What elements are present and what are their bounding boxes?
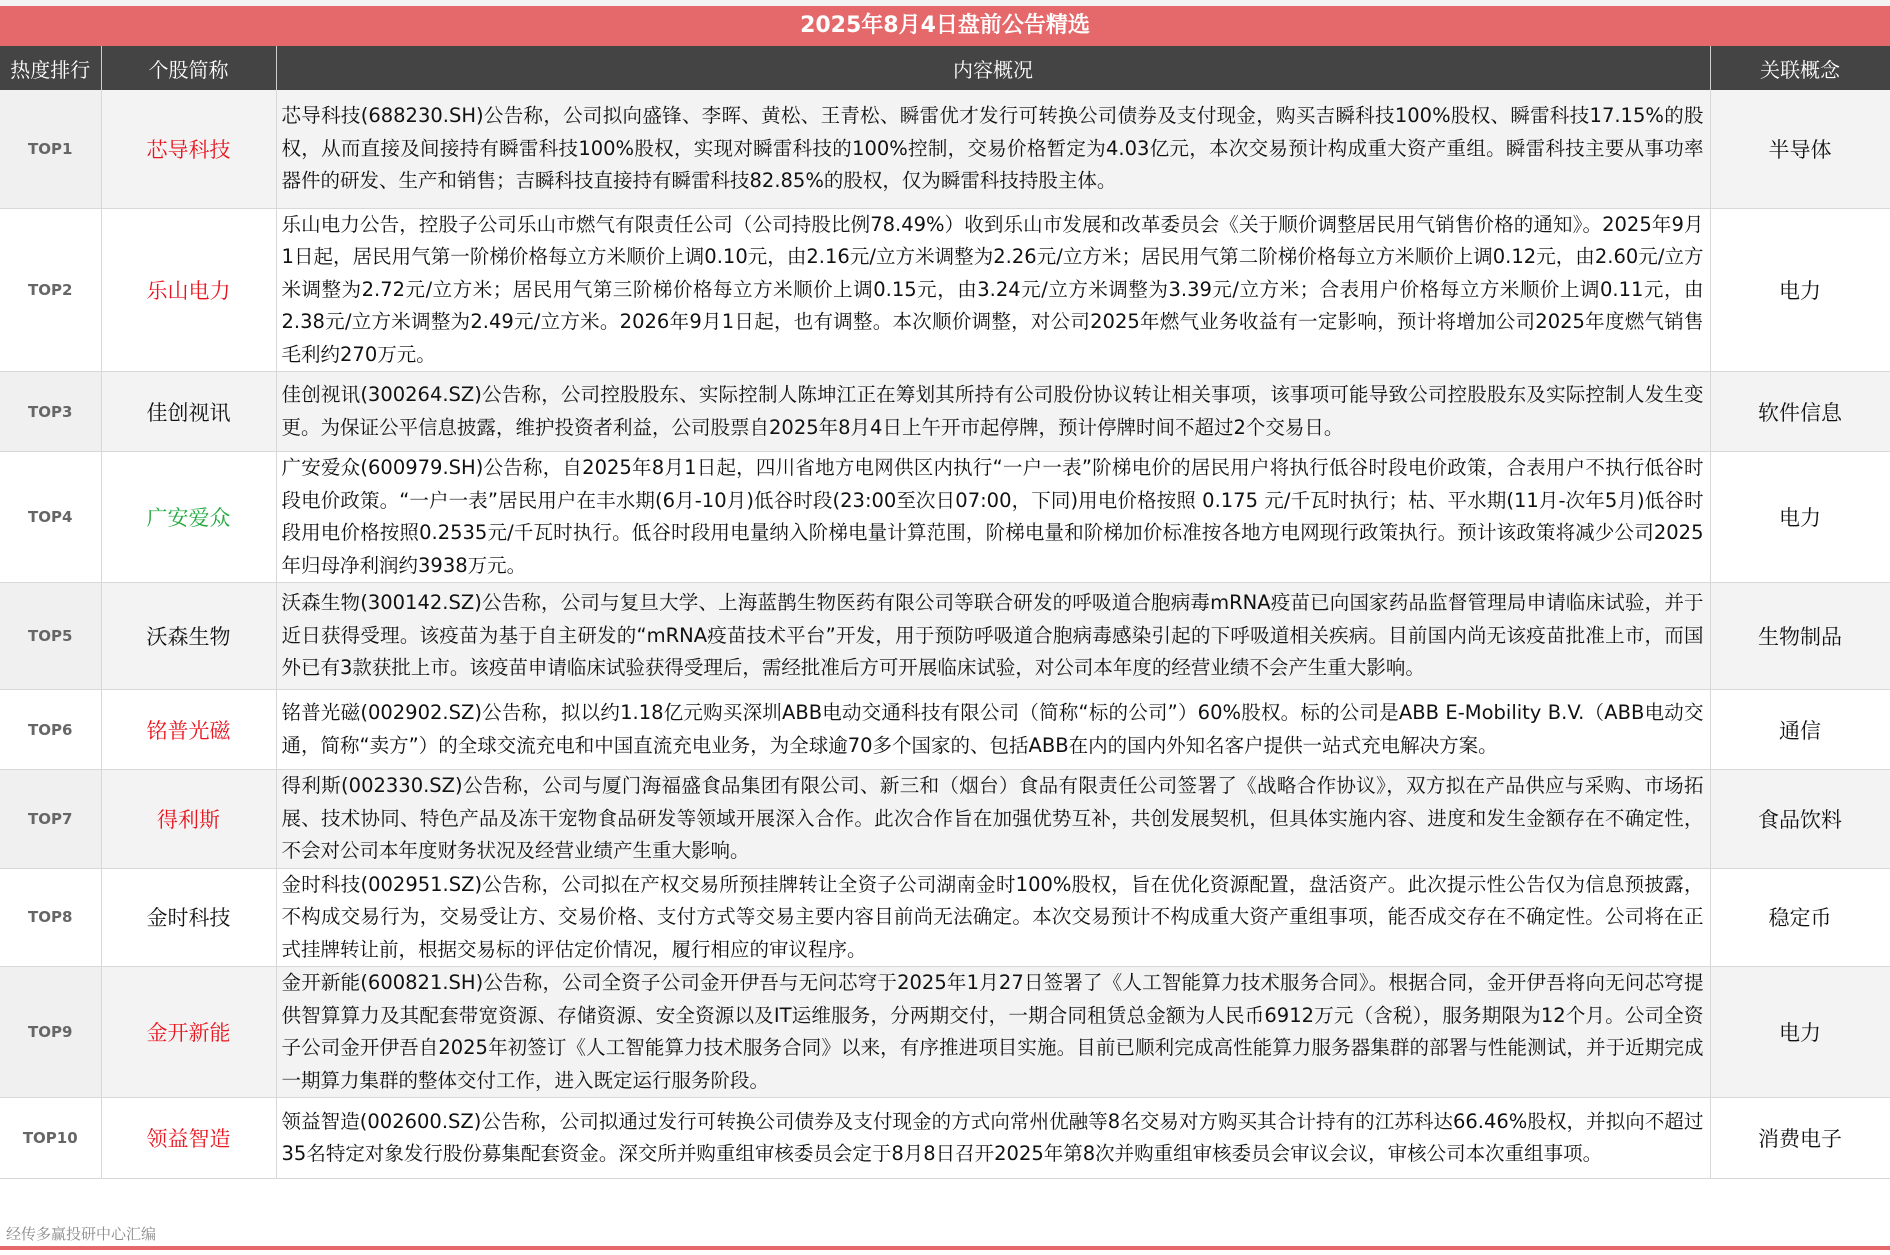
rank-cell: TOP1	[0, 90, 101, 208]
announcement-table	[0, 46, 1890, 1179]
source-footer: 经传多赢投研中心汇编	[6, 1225, 157, 1243]
stock-name-cell: 佳创视讯	[101, 372, 276, 452]
header-concept: 关联概念	[1710, 46, 1890, 90]
table-row	[0, 770, 1890, 869]
rank-cell: TOP6	[0, 690, 101, 770]
rank-cell: TOP7	[0, 770, 101, 869]
table-row	[0, 372, 1890, 452]
rank-cell: TOP3	[0, 372, 101, 452]
table-row	[0, 967, 1890, 1098]
rank-cell: TOP2	[0, 208, 101, 372]
rank-cell: TOP9	[0, 967, 101, 1098]
content-cell: 金开新能(600821.SH)公告称，公司全资子公司金开伊吾与无问芯穹于2025年1月27日签署了《人工智能算力技术服务合同》。根据合同，金开伊吾将向无问芯穹提供智算算力及其配套带宽资源、存储资源、安全资源以及IT运维服务，分两期交付，一期合同租赁总金额为人民币6912万元（含税），服务期限为12个月。公司全资子公司金开伊吾自2025年初签订《人工智能算力技术服务合同》以来，有序推进项目实施。目前已顺利完成高性能算力服务器集群的部署与性能测试，并于近期完成一期算力集群的整体交付工作，进入既定运行服务阶段。	[276, 967, 1710, 1098]
concept-cell: 食品饮料	[1710, 770, 1890, 869]
concept-cell: 消费电子	[1710, 1098, 1890, 1179]
content-cell: 沃森生物(300142.SZ)公告称，公司与复旦大学、上海蓝鹊生物医药有限公司等联合研发的呼吸道合胞病毒mRNA疫苗已向国家药品监督管理局申请临床试验，并于近日获得受理。该疫苗为基于自主研发的“mRNA疫苗技术平台”开发，用于预防呼吸道合胞病毒感染引起的下呼吸道相关疾病。目前国内尚无该疫苗批准上市，而国外已有3款获批上市。该疫苗申请临床试验获得受理后，需经批准后方可开展临床试验，对公司本年度的经营业绩不会产生重大影响。	[276, 583, 1710, 690]
stock-name-cell: 金时科技	[101, 868, 276, 967]
table-body	[0, 90, 1890, 1179]
concept-cell: 电力	[1710, 452, 1890, 583]
content-cell: 金时科技(002951.SZ)公告称，公司拟在产权交易所预挂牌转让全资子公司湖南金时100%股权，旨在优化资源配置，盘活资产。此次提示性公告仅为信息预披露，不构成交易行为，交易受让方、交易价格、支付方式等交易主要内容目前尚无法确定。本次交易预计不构成重大资产重组事项，能否成交存在不确定性。公司将在正式挂牌转让前，根据交易标的评估定价情况，履行相应的审议程序。	[276, 868, 1710, 967]
table-row	[0, 583, 1890, 690]
header-content: 内容概况	[276, 46, 1710, 90]
page-title: 2025年8月4日盘前公告精选	[0, 6, 1890, 46]
stock-name-cell: 广安爱众	[101, 452, 276, 583]
content-cell: 得利斯(002330.SZ)公告称，公司与厦门海福盛食品集团有限公司、新三和（烟台）食品有限责任公司签署了《战略合作协议》，双方拟在产品供应与采购、市场拓展、技术协同、特色产品及冻干宠物食品研发等领域开展深入合作。此次合作旨在加强优势互补，共创发展契机，但具体实施内容、进度和发生金额存在不确定性，不会对公司本年度财务状况及经营业绩产生重大影响。	[276, 770, 1710, 869]
content-cell: 芯导科技(688230.SH)公告称，公司拟向盛锋、李晖、黄松、王青松、瞬雷优才发行可转换公司债券及支付现金，购买吉瞬科技100%股权、瞬雷科技17.15%的股权，从而直接及间接持有瞬雷科技100%股权，实现对瞬雷科技的100%控制，交易价格暂定为4.03亿元，本次交易预计构成重大资产重组。瞬雷科技主要从事功率器件的研发、生产和销售；吉瞬科技直接持有瞬雷科技82.85%的股权，仅为瞬雷科技持股主体。	[276, 90, 1710, 208]
table-row	[0, 1098, 1890, 1179]
content-cell: 佳创视讯(300264.SZ)公告称，公司控股股东、实际控制人陈坤江正在筹划其所持有公司股份协议转让相关事项，该事项可能导致公司控股股东及实际控制人发生变更。为保证公平信息披露，维护投资者利益，公司股票自2025年8月4日上午开市起停牌，预计停牌时间不超过2个交易日。	[276, 372, 1710, 452]
content-cell: 领益智造(002600.SZ)公告称，公司拟通过发行可转换公司债券及支付现金的方式向常州优融等8名交易对方购买其合计持有的江苏科达66.46%股权，并拟向不超过35名特定对象发行股份募集配套资金。深交所并购重组审核委员会定于8月8日召开2025年第8次并购重组审核委员会审议会议，审核公司本次重组事项。	[276, 1098, 1710, 1179]
table-row	[0, 868, 1890, 967]
content-cell: 乐山电力公告，控股子公司乐山市燃气有限责任公司（公司持股比例78.49%）收到乐山市发展和改革委员会《关于顺价调整居民用气销售价格的通知》。2025年9月1日起，居民用气第一阶梯价格每立方米顺价上调0.10元，由2.16元/立方米调整为2.26元/立方米；居民用气第二阶梯价格每立方米顺价上调0.12元，由2.60元/立方米调整为2.72元/立方米；居民用气第三阶梯价格每立方米顺价上调0.15元，由3.24元/立方米调整为3.39元/立方米；合表用户价格每立方米顺价上调0.11元，由2.38元/立方米调整为2.49元/立方米。2026年9月1日起，也有调整。本次顺价调整，对公司2025年燃气业务收益有一定影响，预计将增加公司2025年度燃气销售毛利约270万元。	[276, 208, 1710, 372]
table-row	[0, 690, 1890, 770]
table-row	[0, 452, 1890, 583]
rank-cell: TOP4	[0, 452, 101, 583]
concept-cell: 稳定币	[1710, 868, 1890, 967]
rank-cell: TOP10	[0, 1098, 101, 1179]
concept-cell: 半导体	[1710, 90, 1890, 208]
header-row	[0, 46, 1890, 90]
concept-cell: 电力	[1710, 967, 1890, 1098]
rank-cell: TOP8	[0, 868, 101, 967]
concept-cell: 通信	[1710, 690, 1890, 770]
stock-name-cell: 领益智造	[101, 1098, 276, 1179]
stock-name-cell: 金开新能	[101, 967, 276, 1098]
concept-cell: 电力	[1710, 208, 1890, 372]
table-row	[0, 208, 1890, 372]
stock-name-cell: 芯导科技	[101, 90, 276, 208]
header-name: 个股简称	[101, 46, 276, 90]
stock-name-cell: 沃森生物	[101, 583, 276, 690]
header-rank: 热度排行	[0, 46, 101, 90]
concept-cell: 生物制品	[1710, 583, 1890, 690]
content-cell: 铭普光磁(002902.SZ)公告称，拟以约1.18亿元购买深圳ABB电动交通科技有限公司（简称“标的公司”）60%股权。标的公司是ABB E-Mobility B.V.（ABB电动交通，简称“卖方”）的全球交流充电和中国直流充电业务，为全球逾70多个国家的、包括ABB在内的国内外知名客户提供一站式充电解决方案。	[276, 690, 1710, 770]
concept-cell: 软件信息	[1710, 372, 1890, 452]
stock-name-cell: 乐山电力	[101, 208, 276, 372]
bottom-border	[0, 1246, 1890, 1250]
content-cell: 广安爱众(600979.SH)公告称，自2025年8月1日起，四川省地方电网供区内执行“一户一表”阶梯电价的居民用户将执行低谷时段电价政策，合表用户不执行低谷时段电价政策。“一户一表”居民用户在丰水期(6月-10月)低谷时段(23:00至次日07:00，下同)用电价格按照 0.175 元/千瓦时执行；枯、平水期(11月-次年5月)低谷时段用电价格按照0.2535元/千瓦时执行。低谷时段用电量纳入阶梯电量计算范围，阶梯电量和阶梯加价标准按各地方电网现行政策执行。预计该政策将减少公司2025年归母净利润约3938万元。	[276, 452, 1710, 583]
table-row	[0, 90, 1890, 208]
rank-cell: TOP5	[0, 583, 101, 690]
stock-name-cell: 铭普光磁	[101, 690, 276, 770]
stock-name-cell: 得利斯	[101, 770, 276, 869]
